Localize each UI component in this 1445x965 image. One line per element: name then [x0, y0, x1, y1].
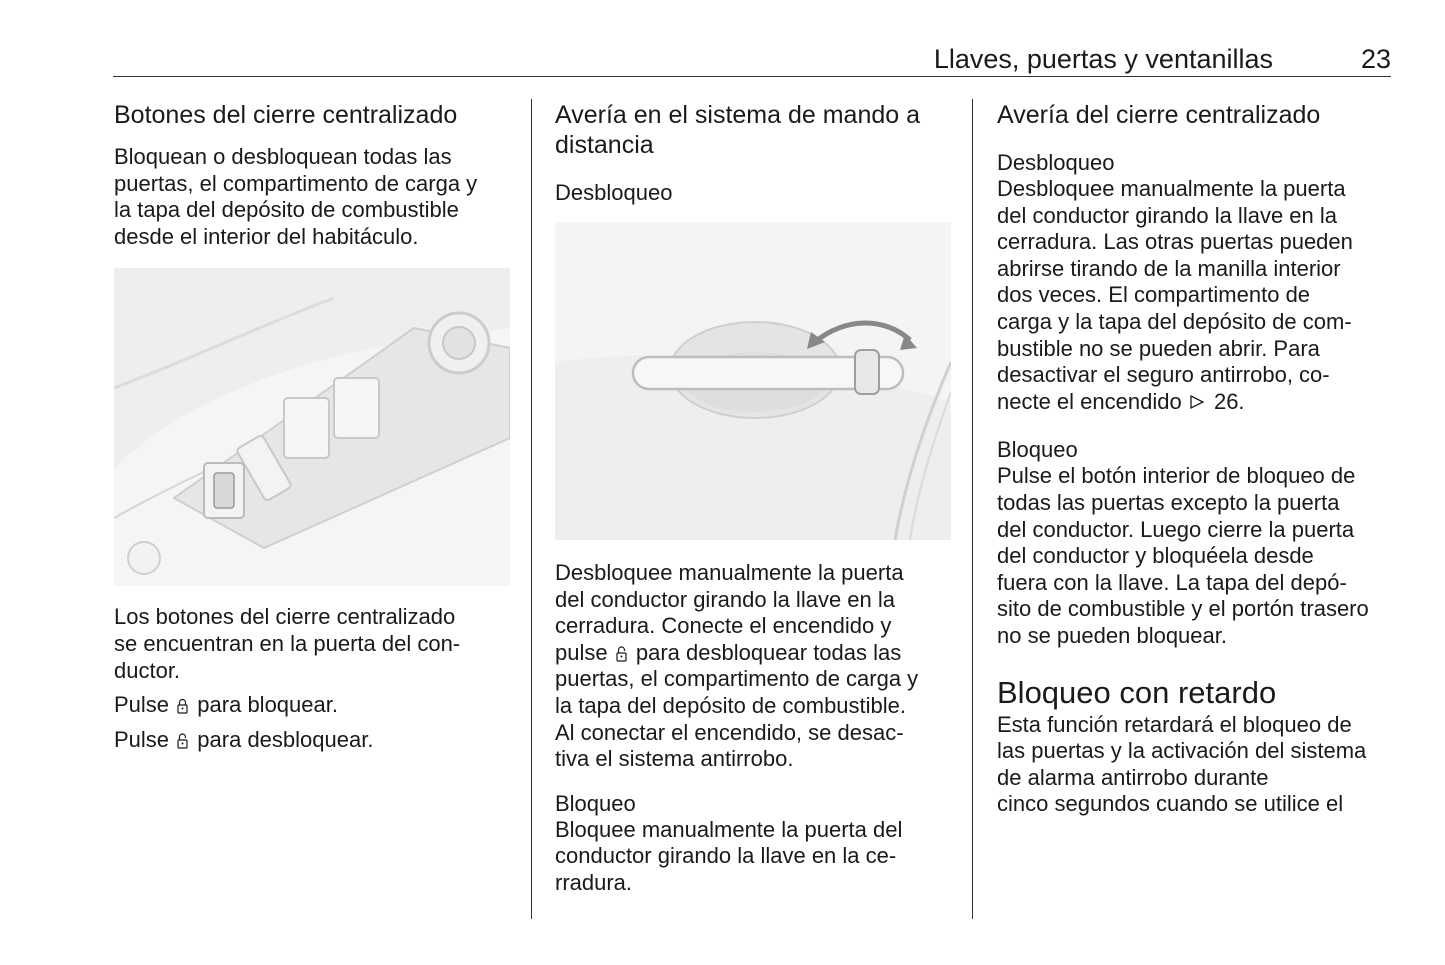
subheading-unlock: Desbloqueo: [997, 150, 1115, 175]
text-line: Desbloquee manualmente la puerta: [997, 176, 1346, 201]
lock-paragraph: [997, 463, 1393, 649]
column-3: [997, 100, 1393, 818]
text-line: todas las puertas excepto la puerta: [997, 489, 1340, 515]
text-line: puertas, el compartimento de carga y: [114, 170, 478, 196]
lock-icon: [177, 698, 188, 714]
text-line: cinco segundos cuando se utilice el: [997, 791, 1344, 817]
column-divider-1: [531, 99, 532, 919]
text-line: conductor girando la llave en la ce-: [555, 843, 897, 869]
text-line: del conductor y bloquéela desde: [997, 543, 1314, 569]
text-line: cerradura. Las otras puertas pueden: [997, 229, 1353, 255]
unlock-icon: [177, 733, 188, 749]
text-line: dos veces. El compartimento de: [997, 282, 1311, 308]
column-2: [555, 100, 953, 897]
text-line: Desbloquee manualmente la puerta: [555, 560, 904, 585]
text-line: abrirse tirando de la manilla interior: [997, 255, 1341, 281]
text-line: del conductor. Luego cierre la puerta: [997, 516, 1355, 542]
heading-central-lock-fault: Avería del cierre centralizado: [997, 101, 1321, 129]
text-line: Esta función retardará el bloqueo de: [997, 711, 1352, 737]
text-line: del conductor girando la llave en la: [997, 202, 1338, 228]
text-line: tiva el sistema antirrobo.: [555, 746, 794, 772]
reference-page-link[interactable]: 26.: [1213, 388, 1245, 414]
text-line: Pulse el botón interior de bloqueo de: [997, 463, 1356, 489]
door-handle-illustration: [555, 222, 951, 540]
page-reference-arrow-icon: [1190, 394, 1205, 410]
door-panel-illustration: [114, 268, 510, 586]
column-1: [114, 100, 514, 753]
heading-central-lock-buttons: Botones del cierre centralizado: [114, 101, 458, 129]
unlock-post-text: para desbloquear todas las: [635, 639, 902, 665]
lock-instruction: [114, 692, 514, 719]
text-line: carga y la tapa del depósito de com-: [997, 308, 1352, 334]
column-divider-2: [972, 99, 973, 919]
unlock-pre-text: Pulse: [114, 726, 170, 752]
text-line: bustible no se pueden abrir. Para: [997, 335, 1320, 361]
text-line: no se pueden bloquear.: [997, 622, 1227, 648]
unlock-post-text: para desbloquear.: [197, 726, 374, 752]
lock-pre-text: Pulse: [114, 692, 170, 718]
text-line: desde el interior del habitáculo.: [114, 223, 419, 249]
text-line: Los botones del cierre centralizado: [114, 604, 456, 630]
subheading-lock: Bloqueo: [997, 437, 1078, 463]
text-line: la tapa del depósito de combustible.: [555, 692, 907, 718]
unlock-paragraph: [997, 176, 1393, 415]
text-line: se encuentran en la puerta del con-: [114, 630, 461, 656]
intro-paragraph: [114, 144, 514, 250]
unlock-instruction: [114, 727, 514, 754]
reference-pre-text: necte el encendido: [997, 388, 1182, 414]
heading-delayed-locking: Bloqueo con retardo: [997, 674, 1277, 710]
heading-line: Avería en el sistema de mando a: [555, 101, 921, 129]
subheading-unlock: Desbloqueo: [555, 180, 673, 205]
page-number: 23: [1360, 44, 1391, 74]
text-line: cerradura. Conecte el encendido y: [555, 613, 892, 639]
page-header: [113, 40, 1391, 77]
text-line: fuera con la llave. La tapa del depó-: [997, 569, 1347, 595]
text-line: Bloquee manualmente la puerta del: [555, 816, 903, 842]
text-line: sito de combustible y el portón trasero: [997, 596, 1369, 622]
text-line: [997, 389, 1393, 416]
delay-paragraph: [997, 712, 1393, 818]
text-line: de alarma antirrobo durante: [997, 764, 1269, 790]
text-line: [555, 640, 953, 667]
text-line: desactivar el seguro antirrobo, co-: [997, 362, 1330, 388]
heading-line: distancia: [555, 131, 654, 159]
subheading-lock: Bloqueo: [555, 790, 636, 816]
text-line: ductor.: [114, 657, 181, 683]
text-line: las puertas y la activación del sistema: [997, 738, 1367, 764]
text-line: Al conectar el encendido, se desac-: [555, 719, 904, 745]
lock-paragraph: [555, 817, 953, 897]
heading-remote-control-fault: [555, 100, 953, 160]
section-title: Llaves, puertas y ventanillas: [933, 44, 1273, 74]
unlock-icon: [616, 646, 627, 662]
text-line: del conductor girando la llave en la: [555, 586, 896, 612]
text-line: la tapa del depósito de combustible: [114, 197, 459, 223]
unlock-pre-text: pulse: [555, 639, 608, 665]
text-line: Bloquean o desbloquean todas las: [114, 144, 452, 169]
location-paragraph: [114, 604, 514, 684]
text-line: puertas, el compartimento de carga y: [555, 666, 919, 692]
text-line: rradura.: [555, 869, 633, 895]
unlock-paragraph: [555, 560, 953, 773]
lock-post-text: para bloquear.: [197, 692, 338, 718]
